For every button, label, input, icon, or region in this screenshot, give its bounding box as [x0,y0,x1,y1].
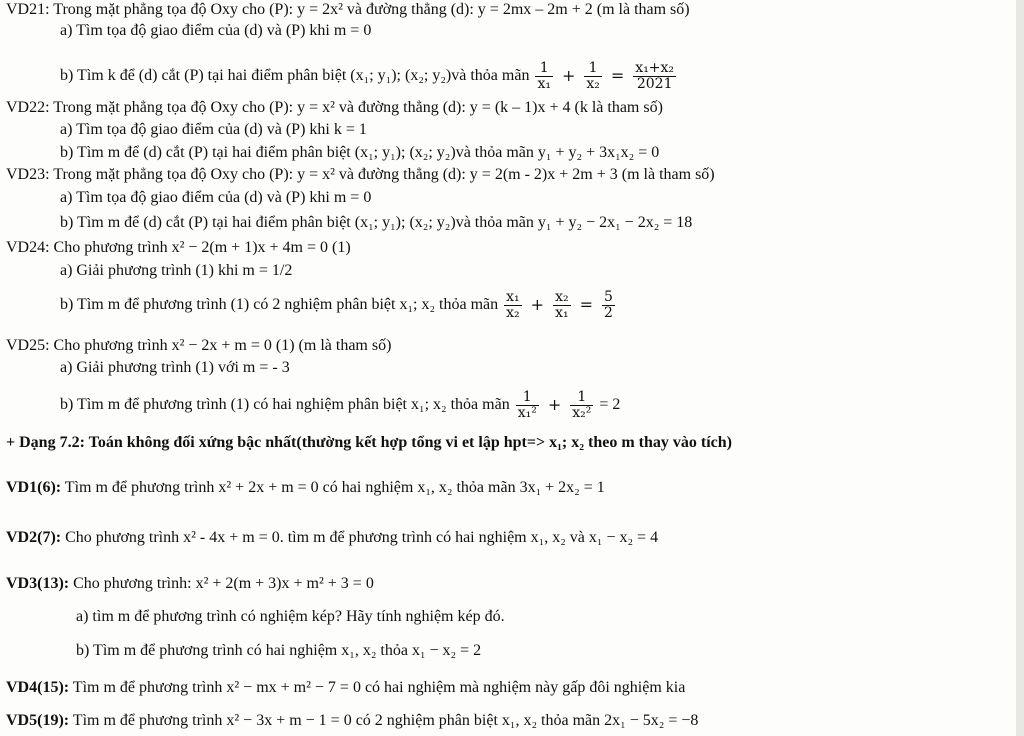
vd24-title: VD24: Cho phương trình x² − 2(m + 1)x + 4m = 0 (1) [6,239,351,256]
vd1: VD1(6): Tìm m để phương trình x² + 2x + m = 0 có hai nghiệm x₁, x₂ thỏa mãn 3x₁ + 2x₂ = 1 [6,479,605,496]
vd23-a: a) Tìm tọa độ giao điểm của (d) và (P) khi m = 0 [60,189,372,206]
vd22-title: VD22: Trong mặt phẳng tọa độ Oxy cho (P): y = x² và đường thẳng (d): y = (k – 1)x + 4 (k là tham số) [6,99,663,116]
fraction: $\frac{5}{2}$ [603,288,613,321]
fraction: $\frac{1}{\text{x₁²}}$ [517,388,537,421]
vd22-a: a) Tìm tọa độ giao điểm của (d) và (P) khi k = 1 [60,121,367,138]
vd24-a: a) Giải phương trình (1) khi m = 1/2 [60,262,293,279]
vd3-a: a) tìm m để phương trình có nghiệm kép? Hãy tính nghiệm kép đó. [76,608,505,625]
vd25-title: VD25: Cho phương trình x² − 2x + m = 0 (1) (m là tham số) [6,337,392,354]
vd23-title: VD23: Trong mặt phẳng tọa độ Oxy cho (P): y = x² và đường thẳng (d): y = 2(m - 2)x + 2m + 3 (m là tham số) [6,166,715,183]
vd22-b: b) Tìm m để (d) cắt (P) tại hai điểm phân biệt (x₁; y₁); (x₂; y₂)và thỏa mãn y₁ + y₂ + 3x₁x₂ = 0 [60,144,660,161]
fraction: $\frac{\text{x₁+x₂}}{2021}$ [635,59,675,92]
section-heading: + Dạng 7.2: Toán không đối xứng bậc nhất(thường kết hợp tổng vi et lập hpt=> x₁; x₂ theo m thay vào tích) [6,434,732,451]
fraction: $\frac{1}{\text{x₂}}$ [586,59,600,92]
vd21-a: a) Tìm tọa độ giao điểm của (d) và (P) khi m = 0 [60,22,372,39]
fraction: $\frac{\text{x₁}}{\text{x₂}}$ [506,288,520,321]
fraction: $\frac{1}{\text{x₁}}$ [537,59,551,92]
vd24-b: b) Tìm m để phương trình (1) có 2 nghiệm phân biệt x₁; x₂ thỏa mãn $\frac{\text{x₁}}{\text{x₂}}$ + $\frac{\text{x₂}}{\text{x₁}}$ = $\frac{5}{2}$ [60,288,613,321]
page-edge [1016,0,1024,736]
vd4: VD4(15): Tìm m để phương trình x² − mx + m² − 7 = 0 có hai nghiệm mà nghiệm này gấp đôi nghiệm kia [6,679,686,696]
vd25-a: a) Giải phương trình (1) với m = - 3 [60,359,290,376]
vd21-title: VD21: Trong mặt phẳng tọa độ Oxy cho (P): y = 2x² và đường thẳng (d): y = 2mx – 2m + 2 (m là tham số) [6,1,690,18]
vd5: VD5(19): Tìm m để phương trình x² − 3x + m − 1 = 0 có 2 nghiệm phân biệt x₁, x₂ thỏa mãn 2x₁ − 5x₂ = −8 [6,712,699,729]
vd25-b: b) Tìm m để phương trình (1) có hai nghiệm phân biệt x₁; x₂ thỏa mãn $\frac{1}{\text{x₁²}}$ + $\frac{1}{\text{x₂²}}$ = 2 [60,388,621,421]
vd3-title: VD3(13): Cho phương trình: x² + 2(m + 3)x + m² + 3 = 0 [6,575,374,592]
vd3-b: b) Tìm m để phương trình có hai nghiệm x₁, x₂ thỏa x₁ − x₂ = 2 [76,642,482,659]
vd23-b: b) Tìm m để (d) cắt (P) tại hai điểm phân biệt (x₁; y₁); (x₂; y₂)và thỏa mãn y₁ + y₂ − 2x₁ − 2x₂ = 18 [60,214,693,231]
vd2: VD2(7): Cho phương trình x² - 4x + m = 0. tìm m để phương trình có hai nghiệm x₁, x₂ và x₁ − x₂ = 4 [6,529,659,546]
fraction: $\frac{\text{x₂}}{\text{x₁}}$ [555,288,569,321]
vd21-b: b) Tìm k để (d) cắt (P) tại hai điểm phân biệt (x₁; y₁); (x₂; y₂)và thỏa mãn $\frac{1}{\text{x₁}}$ + $\frac{1}{\text{x₂}}$ = $\frac{\text{x₁+x₂}}{2021}$ [60,59,675,92]
fraction: $\frac{1}{\text{x₂²}}$ [572,388,592,421]
